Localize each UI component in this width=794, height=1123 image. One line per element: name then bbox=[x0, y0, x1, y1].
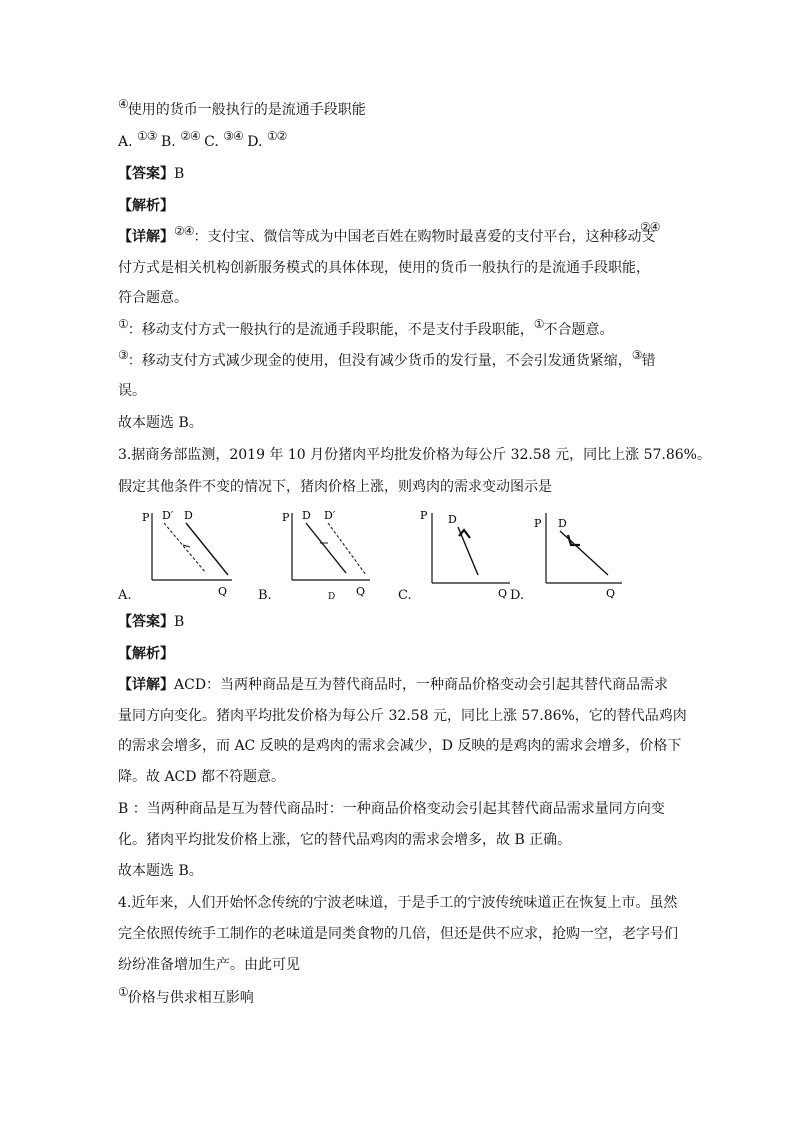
answer-tag: 【答案】 bbox=[118, 166, 174, 182]
choice-b: B. bbox=[160, 134, 176, 150]
reason-1-text: ：移动支付方式一般执行的是流通手段职能，不是支付手段职能， bbox=[127, 322, 534, 338]
question-4-line2: 完全依照传统手工制作的老味道是同类食物的几倍，但还是供不应求，抢购一空，老字号们 bbox=[118, 926, 678, 942]
choice-c: C. bbox=[204, 134, 219, 150]
choices-line bbox=[118, 129, 287, 152]
graph-label-c: C. bbox=[398, 588, 412, 603]
choice-a-content: ①③ bbox=[137, 129, 157, 143]
graph-b bbox=[278, 505, 378, 600]
detail-2-line4: 降。故 ACD 都不符题意。 bbox=[118, 769, 285, 785]
graph-c-q: Q bbox=[498, 587, 508, 600]
graph-a-q: Q bbox=[218, 585, 228, 598]
graph-b-dp: D′ bbox=[324, 509, 336, 522]
graph-b-stray-mark: D bbox=[328, 592, 336, 602]
reason-3-cont: 误。 bbox=[118, 383, 146, 399]
choice-d-content: ①② bbox=[266, 129, 287, 143]
graph-c bbox=[418, 505, 518, 600]
detail-tag: 【详解】 bbox=[118, 229, 174, 245]
graph-b-p: P bbox=[282, 511, 290, 524]
reason-1-circ: ① bbox=[118, 317, 128, 331]
graph-label-d: D. bbox=[510, 588, 525, 603]
question-4-option-1 bbox=[118, 985, 254, 1008]
reason-3-circ-2: ③ bbox=[631, 348, 642, 362]
detail-2-text: ACD：当两种商品是互为替代商品时，一种商品价格变动会引起其替代商品需求 bbox=[174, 677, 669, 693]
detail-2-line3: 的需求会增多，而 AC 反映的是鸡肉的需求会减少，D 反映的是鸡肉的需求会增多，价格下 bbox=[118, 738, 682, 754]
conclusion-1: 故本题选 B。 bbox=[118, 415, 203, 431]
choice-d: D. bbox=[247, 134, 263, 150]
graph-d-d: D bbox=[558, 517, 567, 530]
q4-option-1-circ: ① bbox=[118, 985, 128, 999]
graph-a bbox=[140, 505, 240, 600]
option-4-text: 使用的货币一般执行的是流通手段职能 bbox=[127, 102, 366, 118]
detail-1-line2: 付方式是相关机构创新服务模式的具体体现，使用的货币一般执行的是流通手段职能， bbox=[118, 260, 650, 276]
conclusion-2: 故本题选 B。 bbox=[118, 863, 203, 879]
question-3-line1: 3.据商务部监测，2019 年 10 月份猪肉平均批发价格为每公斤 32.58 元，同比上涨 57.86%。 bbox=[118, 447, 711, 463]
graph-b-q: Q bbox=[356, 585, 366, 598]
detail-circ: ②④ bbox=[174, 224, 194, 238]
detail-2-line1 bbox=[118, 675, 668, 695]
answer-value: B bbox=[174, 166, 185, 182]
q4-option-1-text: 价格与供求相互影响 bbox=[127, 990, 254, 1006]
reason-1-end: 不合题意。 bbox=[543, 322, 614, 338]
graph-d-p: P bbox=[534, 517, 542, 530]
reason-3-circ: ③ bbox=[118, 348, 128, 362]
answer-2 bbox=[118, 612, 184, 632]
answer-2-value: B bbox=[174, 614, 185, 630]
graph-label-a: A. bbox=[118, 588, 132, 603]
choice-a: A. bbox=[118, 134, 133, 150]
graph-a-d: D bbox=[184, 509, 193, 522]
detail-2-tag: 【详解】 bbox=[118, 677, 174, 693]
graph-a-p: P bbox=[142, 511, 150, 524]
graph-b-d: D bbox=[302, 509, 311, 522]
question-4-line3: 纷纷准备增加生产。由此可见 bbox=[118, 957, 300, 973]
graph-label-b: B. bbox=[258, 588, 272, 603]
graph-d bbox=[530, 505, 630, 600]
choice-b-content: ②④ bbox=[180, 129, 200, 143]
detail-2-line2: 量同方向变化。猪肉平均批发价格为每公斤 32.58 元，同比上涨 57.86%，它的替代品鸡肉 bbox=[118, 708, 687, 724]
reason-3 bbox=[118, 348, 656, 371]
analysis-1-heading: 【解析】 bbox=[118, 198, 174, 214]
reason-3-end: 错 bbox=[641, 353, 656, 369]
detail-text: ：支付宝、微信等成为中国老百姓在购物时最喜爱的支付平台，这种移动支 bbox=[193, 229, 656, 245]
reason-1 bbox=[118, 317, 614, 340]
detail-b-line2: 化。猪肉平均批发价格上涨，它的替代品鸡肉的需求会增多，故 B 正确。 bbox=[118, 832, 572, 848]
detail-circ-2: ②④ bbox=[640, 220, 660, 234]
reason-1-circ-2: ① bbox=[533, 317, 544, 331]
answer-1 bbox=[118, 164, 184, 184]
graph-d-q: Q bbox=[606, 587, 616, 600]
graph-c-p: P bbox=[420, 509, 428, 522]
detail-1-line3: 符合题意。 bbox=[118, 290, 188, 306]
circled-4: ④ bbox=[118, 97, 128, 111]
graph-a-dp: D′ bbox=[162, 509, 174, 522]
choice-c-content: ③④ bbox=[223, 129, 243, 143]
analysis-2-heading: 【解析】 bbox=[118, 646, 174, 662]
graph-c-d: D bbox=[448, 513, 457, 526]
question-3-line2: 假定其他条件不变的情况下，猪肉价格上涨，则鸡肉的需求变动图示是 bbox=[118, 479, 552, 495]
detail-b-line1: B ：当两种商品是互为替代商品时：一种商品价格变动会引起其替代商品需求量同方向变 bbox=[118, 801, 665, 817]
question-4-line1: 4.近年来，人们开始怀念传统的宁波老味道，于是手工的宁波传统味道正在恢复上市。虽然 bbox=[118, 895, 678, 911]
reason-3-text: ：移动支付方式减少现金的使用，但没有减少货币的发行量，不会引发通货紧缩， bbox=[127, 353, 632, 369]
detail-1-line1 bbox=[118, 220, 660, 247]
answer-2-tag: 【答案】 bbox=[118, 614, 174, 630]
option-4-line bbox=[118, 97, 366, 120]
